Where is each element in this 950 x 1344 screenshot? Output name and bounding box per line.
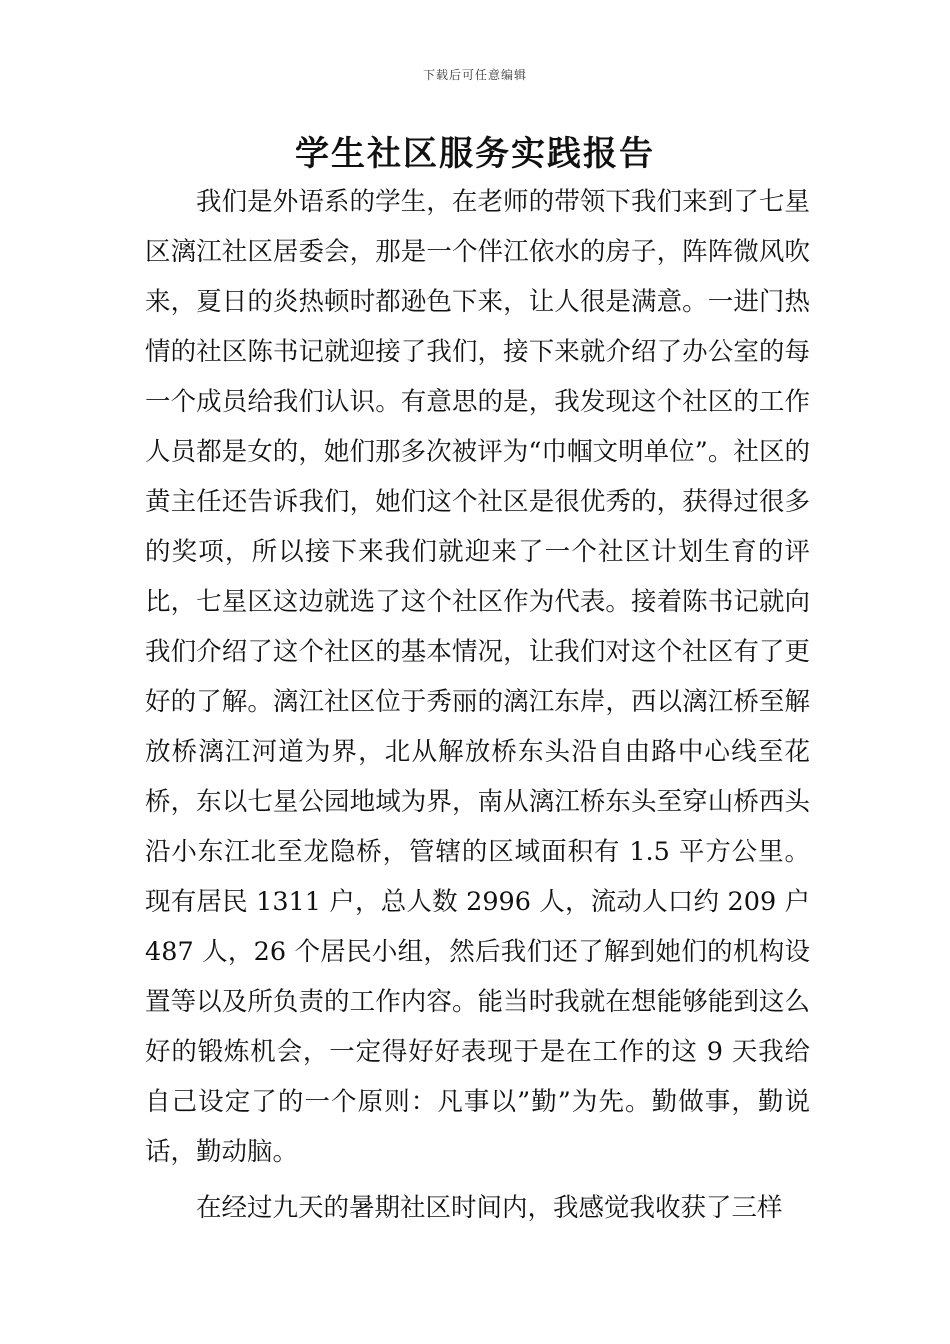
- page-title: 学生社区服务实践报告: [295, 134, 655, 174]
- header-note: 下载后可任意编辑: [422, 68, 527, 82]
- paragraph-1: 我们是外语系的学生，在老师的带领下我们来到了七星区漓江社区居委会，那是一个伴江依水的房子，阵阵微风吹来，夏日的炎热顿时都逊色下来，让人很是满意。一进门热情的社区陈书记就迎接了我们，接下来就介绍了办公室的每一个成员给我们认识。有意思的是，我发现这个社区的工作人员都是女的，她们那多次被评为“巾帼文明单位”。社区的黄主任还告诉我们，她们这个社区是很优秀的，获得过很多的奖项，所以接下来我们就迎来了一个社区计划生育的评比，七星区这边就选了这个社区作为代表。接着陈书记就向我们介绍了这个社区的基本情况，让我们对这个社区有了更好的了解。漓江社区位于秀丽的漓江东岸，西以漓江桥至解放桥漓江河道为界，北从解放桥东头沿自由路中心线至花桥，东以七星公园地域为界，南从漓江桥东头至穿山桥西头沿小东江北至龙隐桥，管辖的区域面积有 1.5 平方公里。现有居民 1311 户，总人数 2996 人，流动人口约 209 户 487 人，26 个居民小组，然后我们还了解到她们的机构设置等以及所负责的工作内容。能当时我就在想能够能到这么好的锻炼机会，一定得好好表现于是在工作的这 9 天我给自己设定了的一个原则：凡事以”勤”为先。勤做事，勤说话，勤动脑。: [145, 187, 810, 1167]
- paragraph-2: 在经过九天的暑期社区时间内，我感觉我收获了三样: [196, 1193, 783, 1223]
- document-body: [145, 177, 810, 1233]
